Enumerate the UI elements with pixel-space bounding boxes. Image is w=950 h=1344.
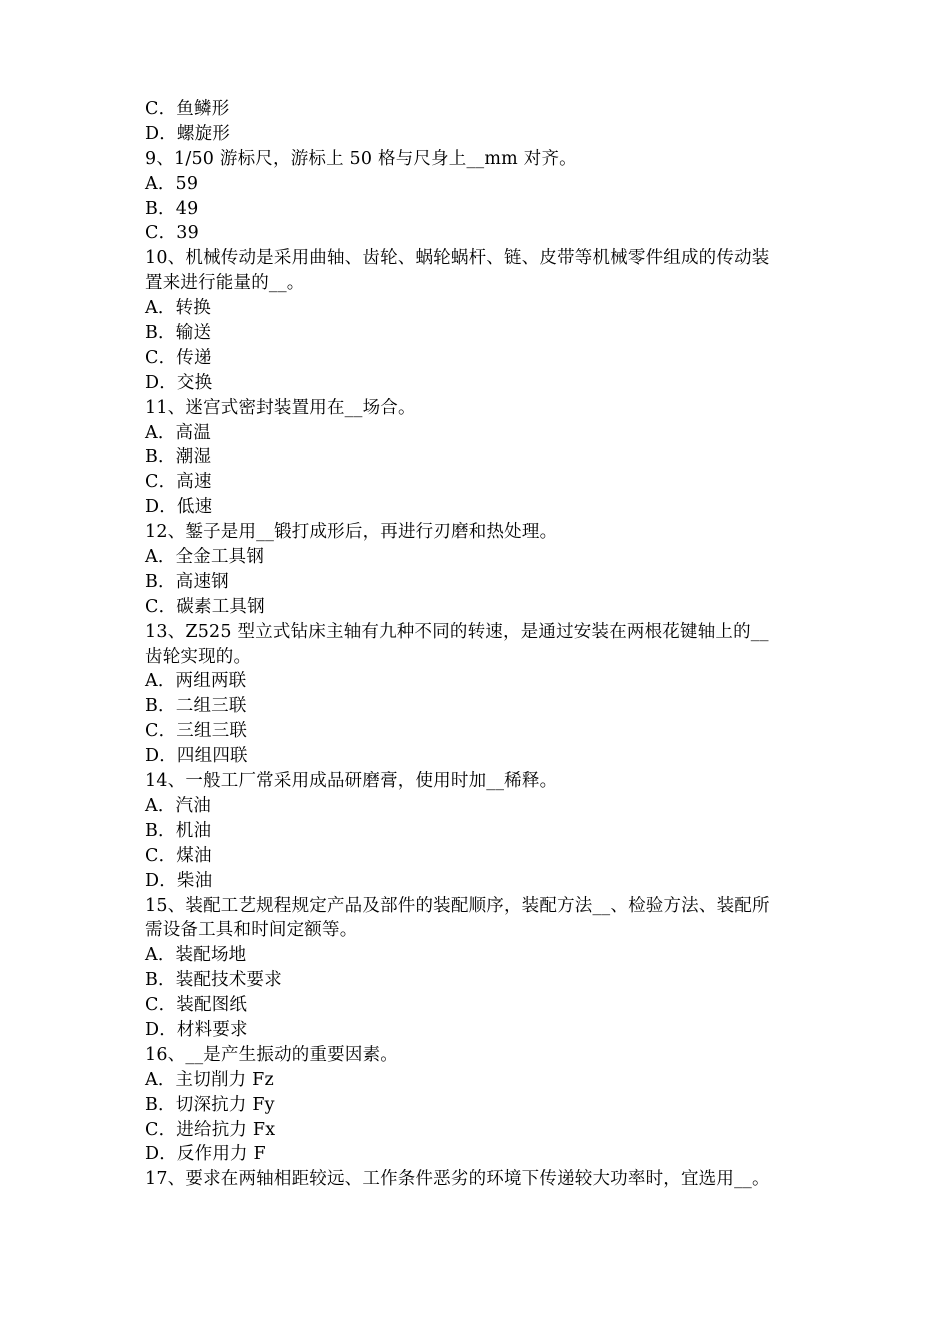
text-line: B．潮湿 bbox=[145, 447, 212, 468]
text-line: 9、1/50 游标尺，游标上 50 格与尺身上__mm 对齐。 bbox=[145, 148, 577, 169]
text-line: A．汽油 bbox=[145, 795, 211, 816]
text-line: B．切深抗力 Fy bbox=[145, 1094, 275, 1115]
text-line: D．交换 bbox=[145, 372, 213, 393]
text-line: B．高速钢 bbox=[145, 571, 229, 592]
text-line: 16、__是产生振动的重要因素。 bbox=[145, 1044, 398, 1065]
text-line: A．主切削力 Fz bbox=[145, 1069, 274, 1090]
text-line: 15、装配工艺规程规定产品及部件的装配顺序，装配方法__、检验方法、装配所 bbox=[145, 895, 770, 916]
text-line: 置来进行能量的__。 bbox=[145, 273, 305, 294]
document-page bbox=[145, 97, 825, 1192]
text-line: C．39 bbox=[145, 223, 199, 244]
text-line: D．低速 bbox=[145, 497, 213, 518]
text-line: A．全金工具钢 bbox=[145, 547, 265, 568]
text-line: 齿轮实现的。 bbox=[145, 646, 252, 667]
text-line: 需设备工具和时间定额等。 bbox=[145, 920, 358, 941]
text-line: 10、机械传动是采用曲轴、齿轮、蜗轮蜗杆、链、皮带等机械零件组成的传动装 bbox=[145, 248, 770, 269]
text-line: D．四组四联 bbox=[145, 746, 248, 767]
text-line: A．59 bbox=[145, 173, 199, 194]
text-line: C．鱼鳞形 bbox=[145, 99, 230, 119]
text-line: 14、一般工厂常采用成品研磨膏，使用时加__稀释。 bbox=[145, 771, 558, 792]
text-line: A．转换 bbox=[145, 298, 211, 319]
text-line: B．输送 bbox=[145, 323, 212, 344]
text-line: C．进给抗力 Fx bbox=[145, 1119, 276, 1140]
text-line: D．螺旋形 bbox=[145, 123, 231, 144]
text-line: D．柴油 bbox=[145, 870, 213, 891]
text-line: 11、迷宫式密封装置用在__场合。 bbox=[145, 397, 416, 418]
text-line: C．高速 bbox=[145, 472, 212, 493]
text-line: B．二组三联 bbox=[145, 696, 247, 717]
text-line: 17、要求在两轴相距较远、工作条件恶劣的环境下传递较大功率时，宜选用__。 bbox=[145, 1169, 770, 1190]
text-line: C．装配图纸 bbox=[145, 995, 248, 1016]
text-line: A．高温 bbox=[145, 422, 211, 443]
text-line: C．三组三联 bbox=[145, 721, 248, 742]
text-line: B．装配技术要求 bbox=[145, 970, 282, 991]
text-line: B．49 bbox=[145, 198, 199, 219]
text-line: D．材料要求 bbox=[145, 1019, 248, 1040]
text-line: D．反作用力 F bbox=[145, 1144, 266, 1165]
text-line: 12、錾子是用__锻打成形后，再进行刃磨和热处理。 bbox=[145, 522, 558, 543]
text-line: B．机油 bbox=[145, 820, 212, 841]
text-line: 13、Z525 型立式钻床主轴有九种不同的转速，是通过安装在两根花键轴上的__ bbox=[145, 621, 769, 642]
text-line: C．煤油 bbox=[145, 845, 212, 866]
text-line: C．传递 bbox=[145, 347, 212, 368]
text-line: A．装配场地 bbox=[145, 945, 247, 966]
text-line: C．碳素工具钢 bbox=[145, 596, 265, 617]
text-line: A．两组两联 bbox=[145, 671, 247, 692]
